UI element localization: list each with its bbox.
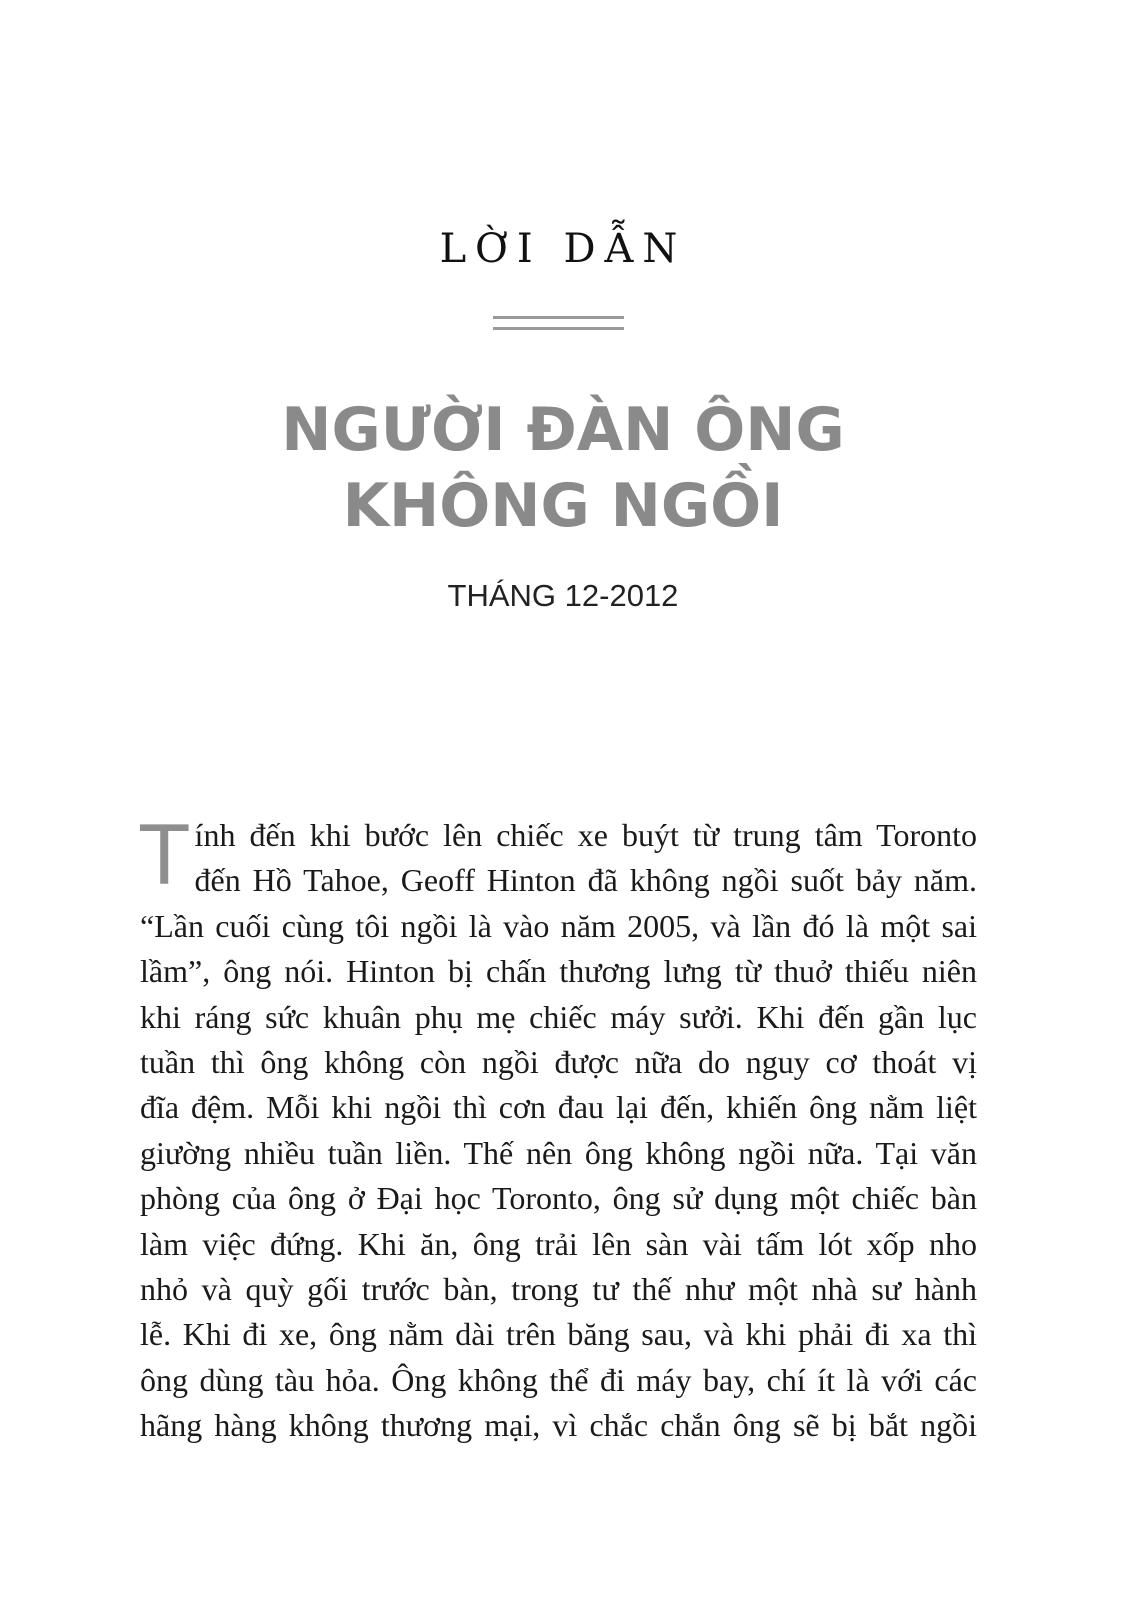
chapter-date: THÁNG 12-2012 <box>447 578 679 613</box>
drop-cap: T <box>138 807 191 903</box>
body-line: làm việc đứng. Khi ăn, ông trải lên sàn vài tấm lót xốp nho <box>140 1225 977 1262</box>
body-line: tuần thì ông không còn ngồi được nữa do nguy cơ thoát vị <box>140 1044 977 1081</box>
body-line: hãng hàng không thương mại, vì chắc chắn ông sẽ bị bắt ngồi <box>140 1407 977 1444</box>
title-divider-top <box>493 316 624 319</box>
chapter-title-line-1: NGƯỜI ĐÀN ÔNG <box>281 395 845 465</box>
chapter-title-line-2: KHÔNG NGỒI <box>342 471 784 541</box>
body-line: ính đến khi bước lên chiếc xe buýt từ trung tâm Toronto <box>194 817 977 853</box>
body-line: lầm”, ông nói. Hinton bị chấn thương lưng từ thuở thiếu niên <box>140 953 977 990</box>
body-line: đĩa đệm. Mỗi khi ngồi thì cơn đau lại đến, khiến ông nằm liệt <box>140 1089 977 1126</box>
body-line: ông dùng tàu hỏa. Ông không thể đi máy bay, chí ít là với các <box>140 1361 977 1398</box>
title-divider-bottom <box>493 327 624 330</box>
body-line: khi ráng sức khuân phụ mẹ chiếc máy sưởi. Khi đến gần lục <box>140 998 977 1035</box>
body-line: lễ. Khi đi xe, ông nằm dài trên băng sau, và khi phải đi xa thì <box>140 1316 977 1353</box>
body-line: nhỏ và quỳ gối trước bàn, trong tư thế như một nhà sư hành <box>140 1271 977 1308</box>
body-line: giường nhiều tuần liền. Thế nên ông không ngồi nữa. Tại văn <box>140 1134 977 1171</box>
body-line: đến Hồ Tahoe, Geoff Hinton đã không ngồi suốt bảy năm. <box>194 862 977 899</box>
body-paragraph <box>138 807 977 1449</box>
body-line: “Lần cuối cùng tôi ngồi là vào năm 2005, và lần đó là một sai <box>140 907 977 944</box>
body-line: phòng của ông ở Đại học Toronto, ông sử dụng một chiếc bàn <box>140 1180 977 1217</box>
section-label: LỜI DẪN <box>439 226 687 272</box>
chapter-title <box>0 392 1126 544</box>
